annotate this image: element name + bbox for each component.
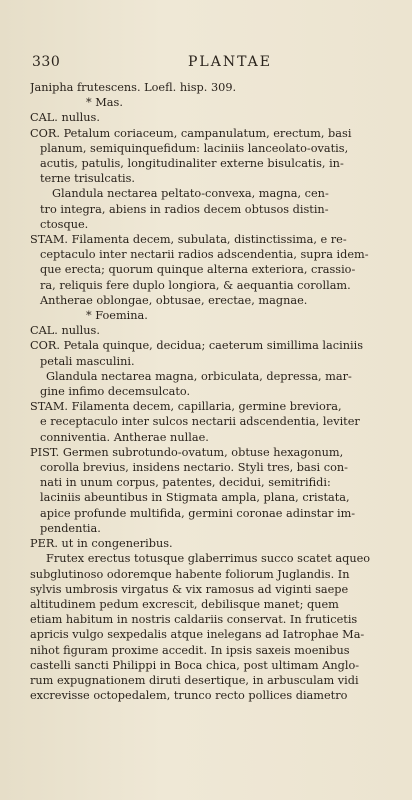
text-line: corolla brevius, insidens nectario. Styli tres, basi con-: [40, 461, 348, 475]
text-line: STAM. Filamenta decem, subulata, distinctissima, e re-: [30, 233, 347, 247]
text-line: COR. Petala quinque, decidua; caeterum simillima laciniis: [30, 339, 364, 353]
text-line: ra, reliquis fere duplo longiora, & aequantia corollam.: [40, 278, 351, 292]
text-line: castelli sancti Philippi in Boca chica, post ultimam Anglo-: [30, 658, 360, 672]
text-line: gine infimo decemsulcato.: [40, 385, 191, 399]
text-line: Antherae oblongae, obtusae, erectae, magnae.: [40, 293, 308, 307]
text-line: Glandula nectarea peltato-convexa, magna, cen-: [52, 187, 329, 201]
text-line: Frutex erectus totusque glaberrimus succo scatet aqueo: [46, 552, 371, 566]
page-body-text: [30, 80, 398, 703]
text-line: ctosque.: [40, 217, 89, 231]
text-line: nihot figuram proxime accedit. In ipsis saxeis moenibus: [30, 643, 350, 657]
text-line: conniventia. Antherae nullae.: [40, 430, 209, 444]
text-line: PIST. Germen subrotundo-ovatum, obtuse hexagonum,: [30, 445, 344, 459]
text-line: Glandula nectarea magna, orbiculata, depressa, mar-: [46, 369, 352, 383]
text-line: laciniis abeuntibus in Stigmata ampla, plana, cristata,: [40, 491, 350, 505]
text-line: altitudinem pedum excrescit, debilisque manet; quem: [30, 597, 339, 611]
running-head: PLANTAE: [188, 54, 272, 70]
page-number: 330: [32, 54, 61, 70]
text-line: ceptaculo inter nectarii radios adscendentia, supra idem-: [40, 248, 369, 262]
text-line: rum expugnationem diruti desertique, in arbusculam vidi: [30, 673, 359, 687]
text-line: * Foemina.: [86, 309, 148, 323]
text-line: sylvis umbrosis virgatus & vix ramosus ad viginti saepe: [30, 582, 349, 596]
text-line: terne trisulcatis.: [40, 172, 136, 186]
text-line: que erecta; quorum quinque alterna exteriora, crassio-: [40, 263, 356, 277]
text-line: Janipha frutescens. Loefl. hisp. 309.: [30, 81, 237, 94]
text-line: COR. Petalum coriaceum, campanulatum, erectum, basi: [30, 126, 352, 140]
text-line: planum, semiquinquefidum: laciniis lanceolato-ovatis,: [40, 141, 349, 155]
text-line: etiam habitum in nostris caldariis conservat. In fruticetis: [30, 613, 358, 627]
text-line: apricis vulgo sexpedalis atque inelegans ad Iatrophae Ma-: [30, 628, 365, 642]
text-line: CAL. nullus.: [30, 324, 100, 338]
text-line: excrevisse octopedalem, trunco recto pollices diametro: [30, 689, 348, 703]
text-line: STAM. Filamenta decem, capillaria, germine breviora,: [30, 400, 342, 414]
page-header: [32, 54, 398, 76]
text-line: nati in unum corpus, patentes, decidui, semitrifidi:: [40, 476, 331, 490]
text-line: PER. ut in congeneribus.: [30, 537, 173, 551]
text-line: subglutinoso odoremque habente foliorum Juglandis. In: [30, 567, 350, 581]
text-line: * Mas.: [86, 96, 123, 110]
text-line: tro integra, abiens in radios decem obtusos distin-: [40, 202, 329, 216]
text-line: e receptaculo inter sulcos nectarii adscendentia, leviter: [40, 415, 360, 429]
text-line: petali masculini.: [40, 354, 135, 368]
text-line: acutis, patulis, longitudinaliter externe bisulcatis, in-: [40, 157, 344, 171]
text-line: CAL. nullus.: [30, 111, 100, 125]
text-line: apice profunde multifida, germini coronae adinstar im-: [40, 506, 356, 520]
text-line: pendentia.: [40, 521, 101, 535]
